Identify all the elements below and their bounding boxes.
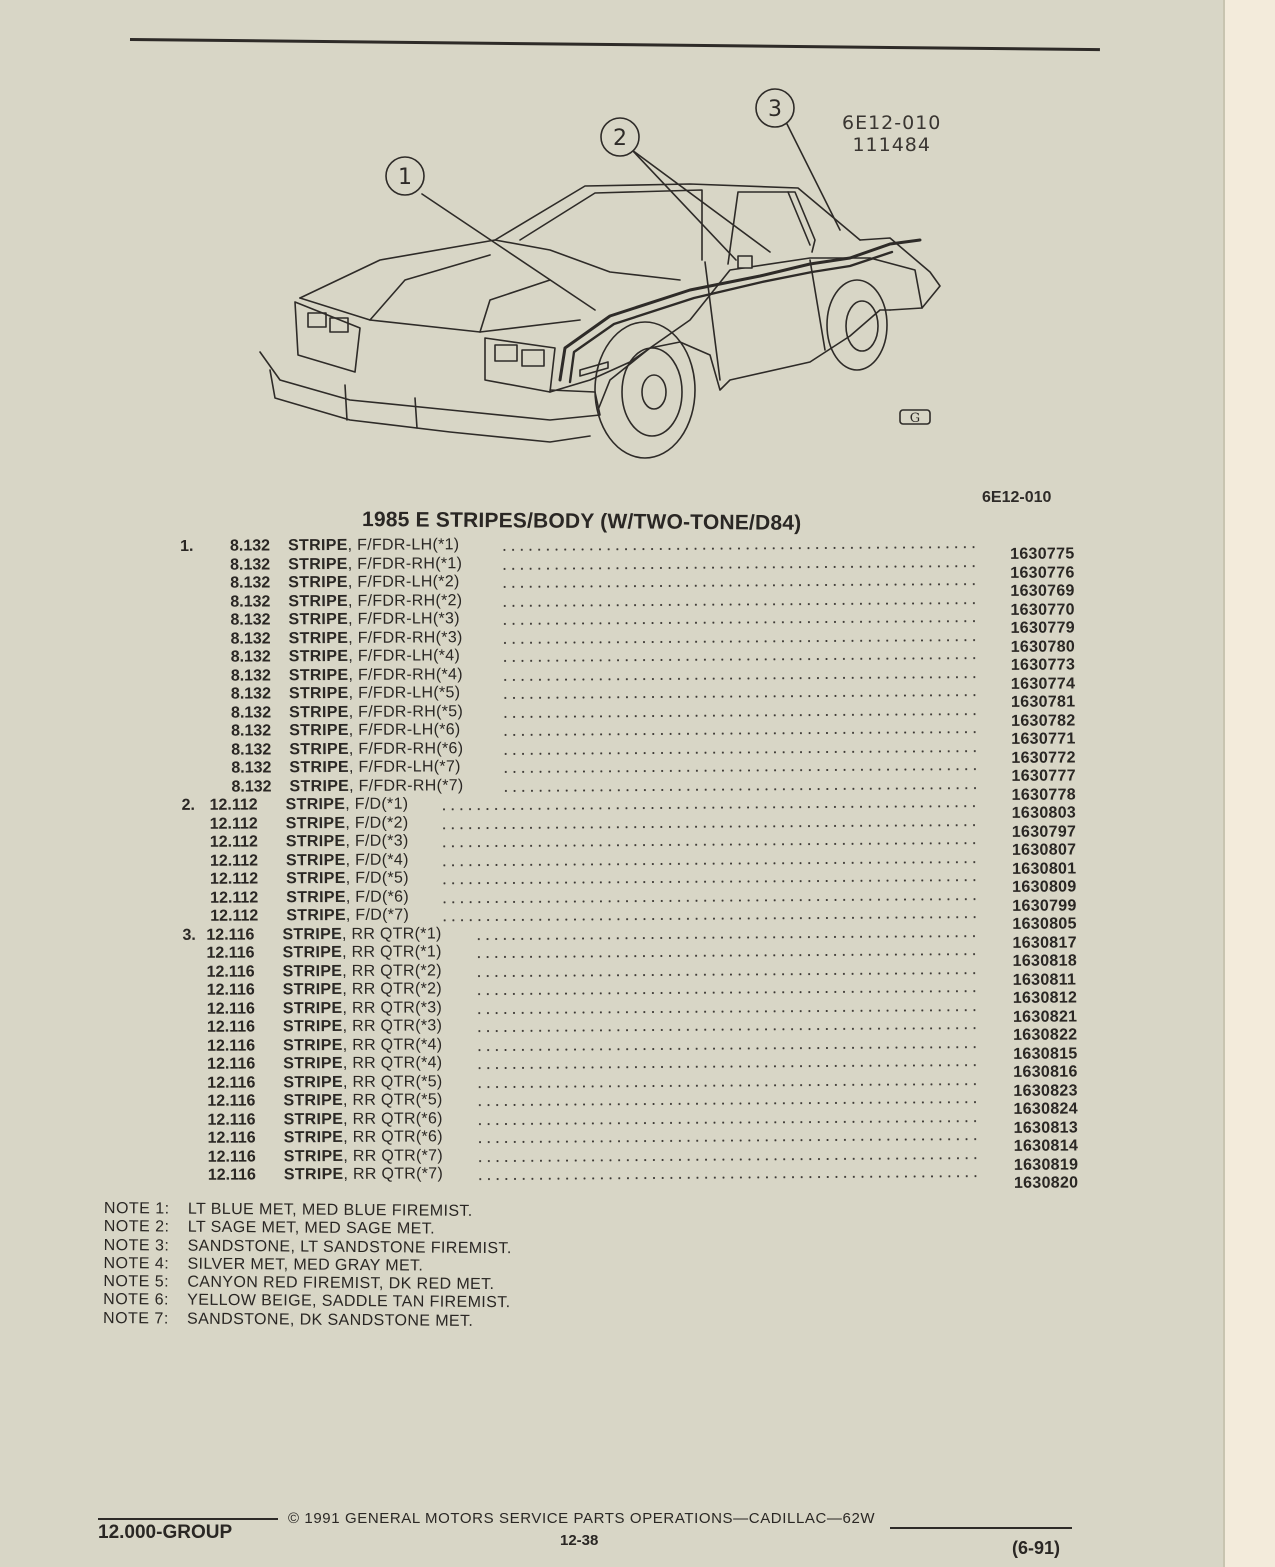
top-rule bbox=[130, 38, 1100, 51]
part-description: , F/FDR-LH(*4) bbox=[348, 647, 461, 665]
group-number: 12.116 bbox=[207, 1110, 256, 1129]
leader-dots bbox=[475, 1009, 978, 1014]
part-description: , F/FDR-LH(*3) bbox=[348, 610, 460, 628]
part-name: STRIPE, RR QTR(*3) bbox=[282, 998, 443, 1017]
part-number: 1630801 bbox=[1011, 859, 1077, 878]
part-description: , F/FDR-LH(*6) bbox=[348, 721, 461, 739]
part-number: 1630813 bbox=[1013, 1118, 1079, 1137]
part-name: STRIPE, F/FDR-LH(*3) bbox=[288, 610, 460, 629]
part-number: 1630817 bbox=[1012, 933, 1077, 952]
group-number: 8.132 bbox=[231, 759, 272, 777]
part-name: STRIPE, F/FDR-RH(*6) bbox=[289, 739, 464, 758]
part-number: 1630819 bbox=[1013, 1155, 1079, 1174]
leader-dots bbox=[501, 694, 976, 699]
part-name: STRIPE, F/D(*2) bbox=[285, 814, 409, 832]
leader-dots bbox=[502, 787, 977, 792]
leader-dots bbox=[475, 1046, 978, 1051]
note-text: LT BLUE MET, MED BLUE FIREMIST. bbox=[187, 1200, 473, 1220]
footer-page-number: 12-38 bbox=[560, 1532, 599, 1549]
part-number: 1630818 bbox=[1012, 952, 1078, 970]
part-name: STRIPE, F/D(*7) bbox=[286, 906, 410, 925]
part-name: STRIPE, RR QTR(*4) bbox=[283, 1054, 443, 1073]
group-number: 12.116 bbox=[207, 1092, 256, 1110]
group-number: 12.112 bbox=[209, 796, 258, 814]
part-description: , RR QTR(*3) bbox=[342, 1017, 443, 1035]
part-name: STRIPE, RR QTR(*7) bbox=[283, 1146, 444, 1165]
part-description: , RR QTR(*5) bbox=[342, 1091, 443, 1109]
note-label: NOTE 4: bbox=[103, 1254, 170, 1273]
part-name: STRIPE, F/D(*1) bbox=[285, 795, 409, 814]
part-description: , RR QTR(*7) bbox=[343, 1146, 444, 1165]
notes-list bbox=[103, 1200, 512, 1331]
group-number: 8.132 bbox=[231, 740, 272, 759]
part-number: 1630821 bbox=[1012, 1007, 1078, 1026]
car-illustration bbox=[250, 80, 950, 480]
part-name: STRIPE, F/FDR-LH(*1) bbox=[287, 536, 460, 555]
part-description: , F/FDR-RH(*5) bbox=[348, 702, 464, 721]
part-number: 1630824 bbox=[1013, 1100, 1078, 1118]
footer-rule-right bbox=[890, 1527, 1072, 1529]
leader-dots bbox=[475, 1101, 978, 1106]
part-name: STRIPE, F/FDR-LH(*2) bbox=[288, 573, 460, 592]
leader-dots bbox=[501, 731, 976, 736]
part-description: , RR QTR(*5) bbox=[342, 1072, 443, 1091]
leader-dots bbox=[474, 935, 977, 940]
figure-reference: 6E12-010 bbox=[982, 489, 1052, 506]
figure-date-code: 111484 bbox=[852, 134, 931, 156]
part-name: STRIPE, F/FDR-RH(*1) bbox=[288, 554, 463, 573]
note-label: NOTE 2: bbox=[103, 1218, 170, 1236]
part-description: , F/D(*5) bbox=[345, 869, 409, 887]
part-description: , F/FDR-LH(*2) bbox=[347, 573, 460, 591]
part-description: , RR QTR(*7) bbox=[343, 1165, 444, 1183]
group-number: 12.116 bbox=[206, 981, 255, 999]
part-name: STRIPE, F/FDR-RH(*2) bbox=[288, 591, 463, 610]
group-number: 12.116 bbox=[207, 1166, 256, 1184]
leader-dots bbox=[440, 824, 977, 829]
footer-date: (6-91) bbox=[1012, 1538, 1061, 1558]
part-number: 1630782 bbox=[1011, 711, 1076, 730]
group-number: 8.132 bbox=[230, 574, 271, 592]
leader-dots bbox=[501, 620, 976, 625]
part-description: , F/FDR-RH(*3) bbox=[348, 628, 463, 647]
leader-dots bbox=[501, 713, 976, 718]
part-number: 1630769 bbox=[1010, 582, 1075, 600]
leader-dots bbox=[440, 916, 977, 921]
part-name: STRIPE, RR QTR(*6) bbox=[283, 1128, 443, 1147]
part-number: 1630771 bbox=[1011, 730, 1076, 748]
group-number: 12.116 bbox=[206, 999, 255, 1018]
part-description: , F/FDR-LH(*5) bbox=[348, 684, 461, 702]
group-number: 8.132 bbox=[230, 629, 271, 648]
leader-dots bbox=[500, 602, 975, 607]
group-number: 12.112 bbox=[209, 833, 258, 851]
leader-dots bbox=[440, 898, 977, 903]
part-number: 1630805 bbox=[1012, 915, 1077, 933]
item-number: 2. bbox=[181, 796, 196, 814]
note-text: LT SAGE MET, MED SAGE MET. bbox=[187, 1218, 436, 1238]
part-number: 1630816 bbox=[1013, 1063, 1078, 1081]
part-name: STRIPE, F/FDR-LH(*6) bbox=[289, 721, 461, 740]
leader-dots bbox=[475, 1064, 978, 1069]
part-number: 1630811 bbox=[1012, 970, 1077, 989]
part-name: STRIPE, F/FDR-RH(*5) bbox=[289, 702, 464, 721]
part-name: STRIPE, RR QTR(*2) bbox=[282, 961, 442, 980]
part-number: 1630799 bbox=[1012, 896, 1077, 915]
group-number: 12.116 bbox=[207, 1147, 256, 1166]
leader-dots bbox=[475, 990, 978, 995]
part-number: 1630775 bbox=[1010, 545, 1075, 563]
part-name: STRIPE, F/FDR-LH(*4) bbox=[288, 647, 461, 666]
part-number: 1630815 bbox=[1013, 1044, 1078, 1063]
part-name: STRIPE, F/D(*3) bbox=[285, 832, 409, 851]
leader-dots bbox=[501, 768, 976, 773]
part-name: STRIPE, F/FDR-RH(*7) bbox=[289, 776, 464, 795]
part-number: 1630770 bbox=[1010, 600, 1075, 619]
part-description: , F/FDR-LH(*7) bbox=[348, 758, 461, 776]
group-number: 12.116 bbox=[207, 1055, 256, 1073]
callout-3: 3 bbox=[768, 97, 782, 122]
leader-dots bbox=[500, 583, 975, 588]
part-number: 1630797 bbox=[1011, 822, 1077, 841]
part-name: STRIPE, F/FDR-LH(*7) bbox=[289, 758, 461, 777]
leader-dots bbox=[476, 1175, 979, 1180]
group-number: 12.112 bbox=[209, 814, 258, 833]
section-title: 1985 E STRIPES/BODY (W/TWO-TONE/D84) bbox=[361, 508, 802, 535]
part-name: STRIPE, RR QTR(*4) bbox=[283, 1035, 443, 1054]
part-number: 1630776 bbox=[1010, 563, 1075, 582]
part-name: STRIPE, RR QTR(*1) bbox=[282, 943, 442, 962]
note-label: NOTE 6: bbox=[103, 1291, 170, 1309]
part-number: 1630814 bbox=[1013, 1137, 1079, 1155]
part-name: STRIPE, F/FDR-RH(*3) bbox=[288, 628, 463, 647]
group-number: 12.112 bbox=[209, 851, 259, 870]
part-number: 1630781 bbox=[1010, 693, 1076, 711]
footer-group: 12.000-GROUP bbox=[98, 1522, 233, 1543]
leader-dots bbox=[440, 879, 977, 884]
note-text: CANYON RED FIREMIST, DK RED MET. bbox=[187, 1273, 495, 1294]
part-description: , F/D(*6) bbox=[345, 888, 409, 906]
part-description: , RR QTR(*3) bbox=[342, 998, 443, 1017]
part-name: STRIPE, RR QTR(*6) bbox=[283, 1109, 443, 1128]
group-number: 8.132 bbox=[230, 592, 271, 611]
group-number: 12.116 bbox=[206, 962, 255, 981]
part-description: , F/FDR-RH(*1) bbox=[347, 554, 463, 573]
group-number: 8.132 bbox=[230, 648, 271, 666]
part-description: , F/FDR-RH(*2) bbox=[347, 591, 463, 610]
part-name: STRIPE, RR QTR(*7) bbox=[283, 1165, 444, 1184]
group-number: 12.116 bbox=[206, 1036, 256, 1055]
part-description: , RR QTR(*4) bbox=[342, 1035, 443, 1054]
part-number: 1630774 bbox=[1010, 674, 1076, 693]
parts-list bbox=[170, 532, 1104, 1192]
part-number: 1630780 bbox=[1010, 637, 1076, 656]
part-name: STRIPE, RR QTR(*5) bbox=[283, 1091, 443, 1110]
part-name: STRIPE, F/FDR-RH(*4) bbox=[288, 665, 463, 684]
part-number: 1630773 bbox=[1010, 656, 1076, 674]
part-name: STRIPE, F/D(*6) bbox=[286, 888, 409, 906]
part-name: STRIPE, F/D(*5) bbox=[286, 869, 409, 888]
part-number: 1630777 bbox=[1011, 767, 1076, 785]
callout-1: 1 bbox=[398, 165, 412, 190]
part-description: , RR QTR(*2) bbox=[342, 980, 443, 998]
group-number: 8.132 bbox=[230, 703, 272, 722]
callout-2: 2 bbox=[613, 126, 627, 151]
group-number: 12.116 bbox=[206, 944, 255, 962]
note-label: NOTE 1: bbox=[103, 1200, 170, 1218]
note-text: SILVER MET, MED GRAY MET. bbox=[187, 1255, 424, 1275]
part-name: STRIPE, RR QTR(*5) bbox=[283, 1072, 443, 1091]
note-text: SANDSTONE, LT SANDSTONE FIREMIST. bbox=[187, 1237, 512, 1257]
leader-dots bbox=[501, 750, 976, 755]
note-text: SANDSTONE, DK SANDSTONE MET. bbox=[187, 1310, 474, 1330]
leader-dots bbox=[501, 657, 976, 662]
leader-dots bbox=[475, 1027, 978, 1032]
part-description: , F/FDR-RH(*4) bbox=[348, 665, 463, 684]
part-number: 1630823 bbox=[1013, 1081, 1078, 1100]
note-row bbox=[103, 1310, 511, 1332]
part-description: , F/FDR-LH(*1) bbox=[347, 536, 460, 554]
part-description: , RR QTR(*6) bbox=[343, 1128, 443, 1146]
part-number: 1630820 bbox=[1013, 1174, 1079, 1192]
note-label: NOTE 5: bbox=[103, 1273, 170, 1291]
part-description: , RR QTR(*6) bbox=[343, 1109, 443, 1128]
group-number: 8.132 bbox=[229, 537, 271, 555]
item-number: 1. bbox=[179, 537, 194, 555]
leader-dots bbox=[440, 842, 977, 847]
logo-letter: G bbox=[909, 411, 921, 426]
part-number: 1630778 bbox=[1011, 785, 1077, 804]
note-label: NOTE 7: bbox=[103, 1309, 169, 1328]
part-number: 1630812 bbox=[1012, 989, 1078, 1007]
leader-dots bbox=[476, 1120, 979, 1125]
part-description: , F/D(*2) bbox=[345, 814, 409, 832]
footer-rule-left bbox=[98, 1518, 278, 1520]
leader-dots bbox=[500, 546, 975, 551]
leader-dots bbox=[440, 805, 977, 810]
group-number: 12.116 bbox=[207, 1129, 256, 1147]
part-number: 1630772 bbox=[1011, 748, 1076, 767]
group-number: 8.132 bbox=[230, 666, 271, 685]
part-number: 1630807 bbox=[1011, 841, 1077, 859]
part-description: , F/FDR-RH(*7) bbox=[349, 776, 464, 795]
item-number: 3. bbox=[182, 926, 196, 944]
part-description: , F/D(*4) bbox=[345, 851, 409, 869]
part-description: , RR QTR(*1) bbox=[341, 924, 442, 943]
part-description: , RR QTR(*2) bbox=[342, 961, 442, 980]
group-number: 8.132 bbox=[231, 722, 272, 740]
part-number: 1630822 bbox=[1013, 1026, 1078, 1044]
part-name: STRIPE, F/D(*4) bbox=[285, 851, 409, 869]
leader-dots bbox=[476, 1138, 979, 1143]
page-edge bbox=[1225, 0, 1275, 1567]
leader-dots bbox=[475, 953, 978, 958]
group-number: 8.132 bbox=[230, 611, 271, 629]
part-description: , RR QTR(*4) bbox=[342, 1054, 443, 1072]
leader-dots bbox=[501, 676, 976, 681]
group-number: 8.132 bbox=[230, 685, 272, 703]
group-number: 12.112 bbox=[209, 870, 259, 888]
leader-dots bbox=[476, 1157, 979, 1162]
part-description: , F/FDR-RH(*6) bbox=[348, 739, 464, 758]
group-number: 12.116 bbox=[206, 925, 255, 944]
part-description: , F/D(*7) bbox=[345, 906, 410, 924]
part-description: , RR QTR(*1) bbox=[342, 943, 442, 961]
leader-dots bbox=[475, 1083, 978, 1088]
part-name: STRIPE, F/FDR-LH(*5) bbox=[288, 684, 461, 703]
part-number: 1630803 bbox=[1011, 804, 1077, 822]
group-number: 8.132 bbox=[231, 777, 272, 796]
note-text: YELLOW BEIGE, SADDLE TAN FIREMIST. bbox=[187, 1292, 511, 1312]
part-description: , F/D(*1) bbox=[345, 795, 409, 813]
note-label: NOTE 3: bbox=[103, 1236, 170, 1255]
leader-dots bbox=[501, 639, 976, 644]
group-number: 12.116 bbox=[206, 1018, 256, 1036]
part-number: 1630779 bbox=[1010, 619, 1076, 637]
group-number: 12.112 bbox=[210, 888, 259, 907]
part-name: STRIPE, RR QTR(*1) bbox=[282, 924, 442, 943]
part-name: STRIPE, RR QTR(*3) bbox=[282, 1017, 443, 1036]
part-name: STRIPE, RR QTR(*2) bbox=[282, 980, 443, 999]
part-number: 1630809 bbox=[1012, 878, 1077, 896]
group-number: 8.132 bbox=[230, 555, 271, 574]
footer-copyright: © 1991 GENERAL MOTORS SERVICE PARTS OPERATIONS—CADILLAC—62W bbox=[288, 1510, 876, 1527]
group-number: 12.112 bbox=[210, 907, 259, 925]
leader-dots bbox=[475, 972, 978, 977]
leader-dots bbox=[440, 861, 977, 866]
group-number: 12.116 bbox=[207, 1073, 256, 1092]
part-description: , F/D(*3) bbox=[345, 832, 409, 850]
figure-code: 6E12-010 bbox=[842, 112, 942, 134]
leader-dots bbox=[500, 565, 975, 570]
